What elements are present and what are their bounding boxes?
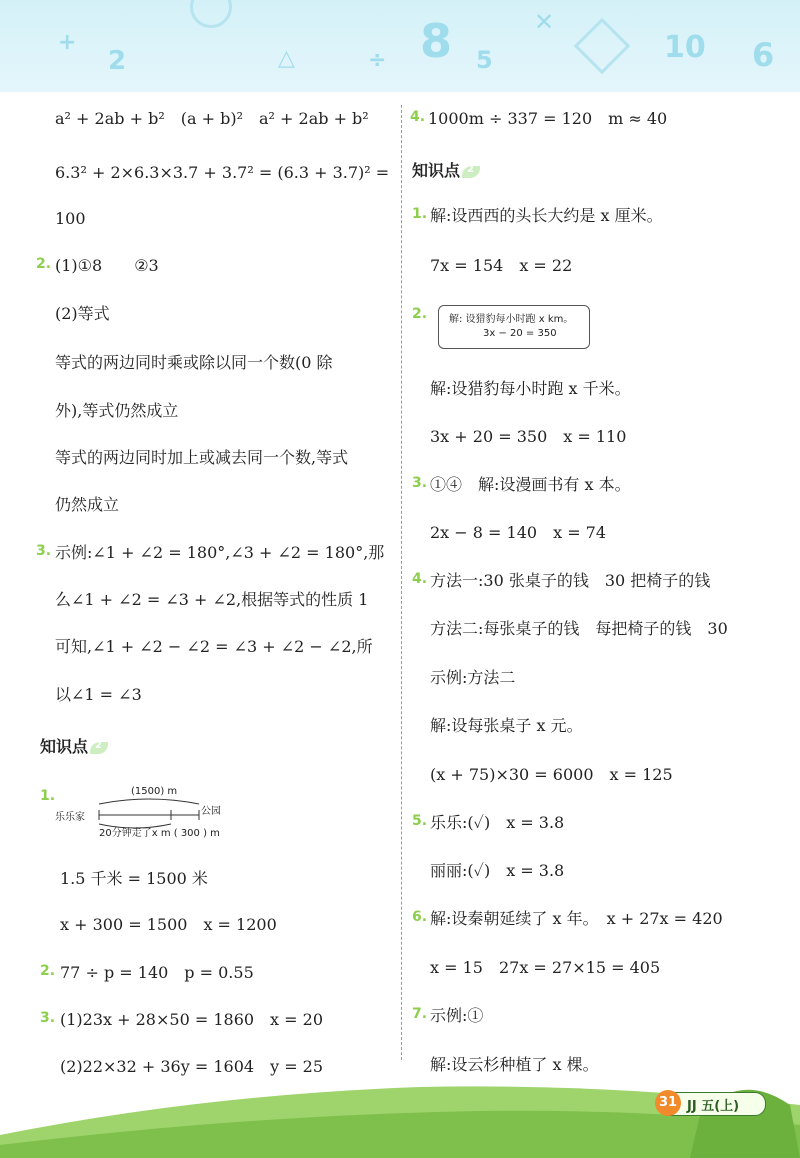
answer-line: 解:设每张桌子 x 元。 xyxy=(430,716,583,735)
answer-line: x = 15 27x = 27×15 = 405 xyxy=(430,958,661,977)
decor-digit-icon: 2 xyxy=(108,46,127,76)
decor-divide-icon: ÷ xyxy=(368,48,387,73)
answer-line: 解:设猎豹每小时跑 x 千米。 xyxy=(430,379,631,398)
decor-diamond-icon xyxy=(574,18,631,75)
answer-line: (x + 75)×30 = 6000 x = 125 xyxy=(430,765,673,784)
question-number: 2. xyxy=(36,256,52,272)
section-heading xyxy=(40,734,108,757)
answer-line: 7x = 154 x = 22 xyxy=(430,256,573,275)
page-number: 31 xyxy=(655,1090,681,1116)
column-divider xyxy=(401,105,402,1060)
answer-line: 等式的两边同时乘或除以同一个数(0 除 xyxy=(55,353,333,372)
question-number: 4. xyxy=(412,571,428,587)
question-number: 3. xyxy=(412,475,428,491)
answer-line: 以∠1 = ∠3 xyxy=(55,685,142,704)
question-number: 3. xyxy=(36,543,52,559)
answer-line: 丽丽:(✓) x = 3.8 xyxy=(430,861,565,880)
leaf-icon xyxy=(90,742,108,754)
answer-line: (2)22×32 + 36y = 1604 y = 25 xyxy=(60,1057,324,1076)
decor-digit-icon: 5 xyxy=(476,46,493,74)
decor-x-icon: ✕ xyxy=(534,8,555,36)
answer-line: 解:设秦朝延续了 x 年。 x + 27x = 420 xyxy=(430,909,723,928)
question-number: 4. xyxy=(410,109,426,125)
section-title: 知识点 xyxy=(412,161,461,180)
section-title: 知识点 xyxy=(40,737,89,756)
answer-line: 么∠1 + ∠2 = ∠3 + ∠2,根据等式的性质 1 xyxy=(55,590,369,609)
question-number: 5. xyxy=(412,813,428,829)
page-badge xyxy=(658,1092,766,1116)
question-number: 1. xyxy=(40,788,56,804)
answer-line: ①④ 解:设漫画书有 x 本。 xyxy=(430,475,631,494)
answer-line: 解:设云杉种植了 x 棵。 xyxy=(430,1055,599,1074)
answer-line: 100 xyxy=(55,209,86,228)
diagram-segment xyxy=(55,780,295,840)
answer-line: 方法一:30 张桌子的钱 30 把椅子的钱 xyxy=(430,571,711,590)
diagram-bottom-label: 20分钟走了x m ( 300 ) m xyxy=(99,828,220,839)
section-heading xyxy=(412,158,480,181)
grass-hill-decoration xyxy=(0,1075,800,1158)
diagram-left-label: 乐乐家 xyxy=(55,812,85,823)
speech-bubble xyxy=(438,305,590,349)
header-banner xyxy=(0,0,800,92)
decor-circle-icon xyxy=(190,0,232,28)
answer-line: (1)①8 ②3 xyxy=(55,256,159,275)
answer-line: x + 300 = 1500 x = 1200 xyxy=(60,915,277,934)
bubble-equation: 3x − 20 = 350 xyxy=(483,328,557,339)
answer-line: 77 ÷ p = 140 p = 0.55 xyxy=(60,963,254,982)
decor-digit-icon: 8 xyxy=(420,14,453,68)
answer-line: a² + 2ab + b² (a + b)² a² + 2ab + b² xyxy=(55,109,369,128)
answer-line: 示例:∠1 + ∠2 = 180°,∠3 + ∠2 = 180°,那 xyxy=(55,543,385,562)
decor-plus-icon: + xyxy=(58,30,77,55)
answer-line: 1.5 千米 = 1500 米 xyxy=(60,869,208,888)
answer-line: 乐乐:(✓) x = 3.8 xyxy=(430,813,565,832)
question-number: 1. xyxy=(412,206,428,222)
decor-digit-icon: 10 xyxy=(664,30,706,65)
answer-line: 方法二:每张桌子的钱 每把椅子的钱 30 xyxy=(430,619,728,638)
decor-triangle-icon: △ xyxy=(278,46,295,71)
question-number: 6. xyxy=(412,909,428,925)
question-number: 3. xyxy=(40,1010,56,1026)
answer-line: (1)23x + 28×50 = 1860 x = 20 xyxy=(60,1010,324,1029)
decor-digit-icon: 6 xyxy=(752,36,775,74)
answer-line: 等式的两边同时加上或减去同一个数,等式 xyxy=(55,448,349,467)
leaf-icon xyxy=(462,166,480,178)
diagram-top-label: (1500) m xyxy=(131,786,178,797)
answer-line: 2x − 8 = 140 x = 74 xyxy=(430,523,607,542)
answer-line: 可知,∠1 + ∠2 − ∠2 = ∠3 + ∠2 − ∠2,所 xyxy=(55,637,373,656)
answer-line: 外),等式仍然成立 xyxy=(55,401,179,420)
answer-line: 3x + 20 = 350 x = 110 xyxy=(430,427,627,446)
diagram-right-label: 公园 xyxy=(201,806,221,817)
answer-line: 解:设西西的头长大约是 x 厘米。 xyxy=(430,206,663,225)
question-number: 2. xyxy=(412,306,428,322)
answer-line: 仍然成立 xyxy=(55,495,120,514)
answer-line: (2)等式 xyxy=(55,304,110,323)
answer-line: 1000m ÷ 337 = 120 m ≈ 40 xyxy=(428,109,668,128)
question-number: 7. xyxy=(412,1006,428,1022)
answer-line: 示例:① xyxy=(430,1006,484,1025)
distance-diagram xyxy=(55,780,295,840)
question-number: 2. xyxy=(40,963,56,979)
answer-line: 示例:方法二 xyxy=(430,668,516,687)
answer-line: 6.3² + 2×6.3×3.7 + 3.7² = (6.3 + 3.7)² = xyxy=(55,163,390,182)
bubble-text: 解: 设猎豹每小时跑 x km。 xyxy=(449,314,574,325)
edition-label: JJ 五(上) xyxy=(687,1099,740,1114)
